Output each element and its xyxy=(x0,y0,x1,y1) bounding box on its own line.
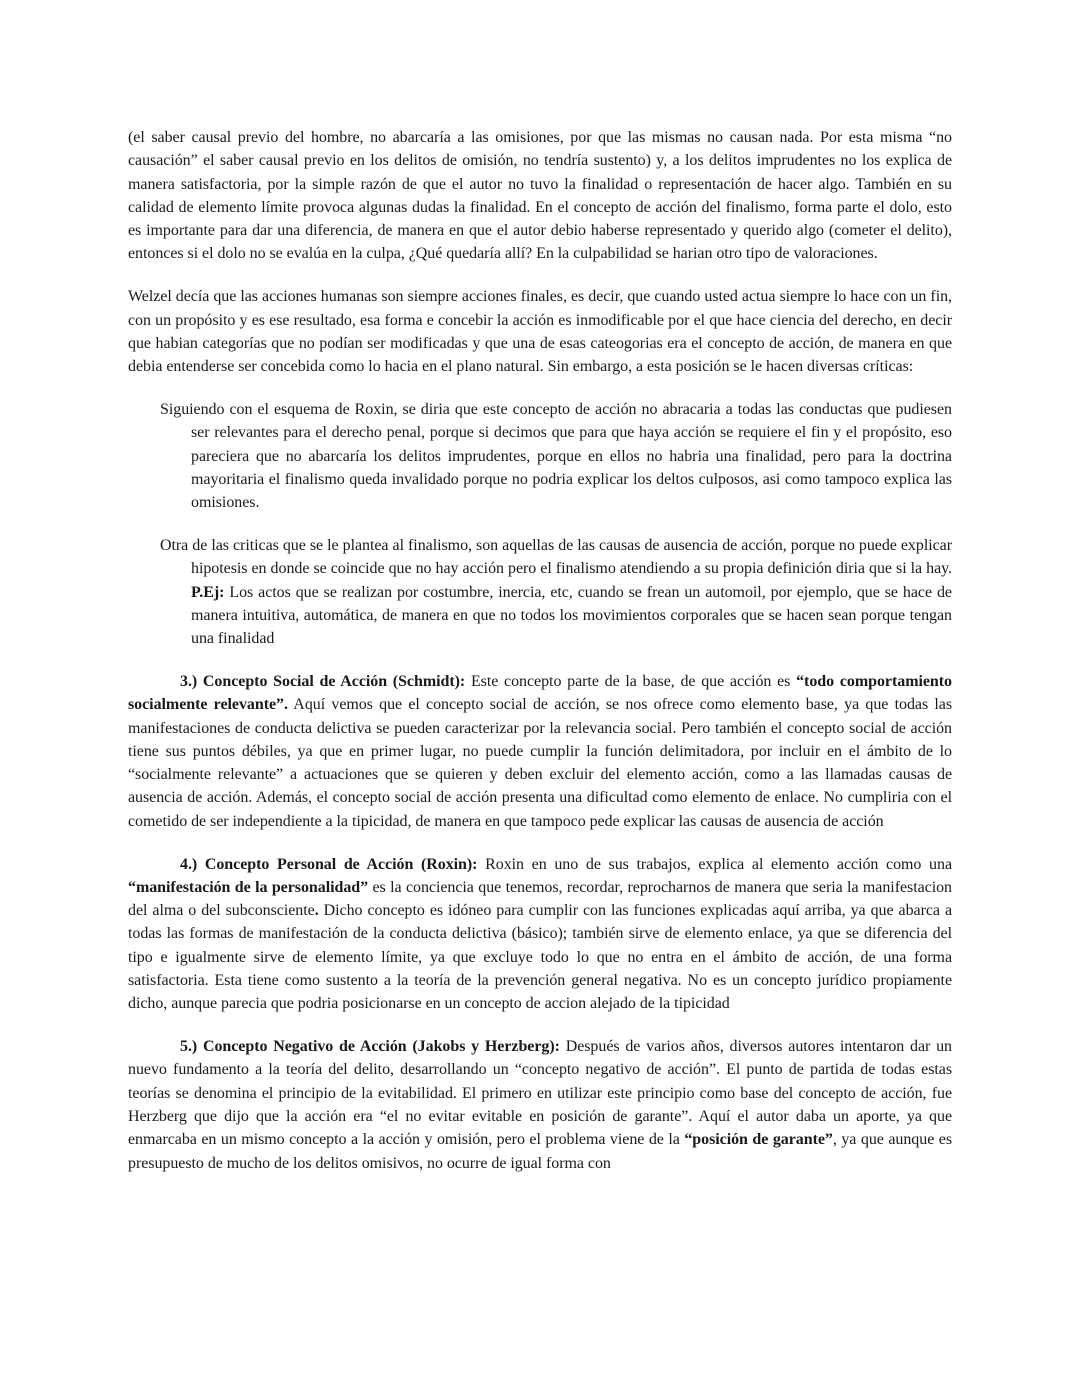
bold-text: 4.) Concepto Personal de Acción (Roxin): xyxy=(180,855,478,873)
section-paragraph xyxy=(128,853,952,1016)
paragraph-text: (el saber causal previo del hombre, no abarcaría a las omisiones, por que las mismas no causan nada. Por esta misma “no causación” el saber causal previo en los delitos de omisión, no tendría sustento) y, a los delitos imprudentes no los explica de manera satisfactoria, por la simple razón de que el autor no tuvo la finalidad o representación de hacer algo. También en su calidad de elemento límite provoca algunas dudas la finalidad. En el concepto de acción del finalismo, forma parte el dolo, esto es importante para dar una diferencia, de manera en que el autor debio haberse representado y querido algo (cometer el delito), entonces si el dolo no se evalúa en la culpa, ¿Qué quedaría allí? En la culpabilidad se harian otro tipo de valoraciones. xyxy=(128,129,952,263)
section-paragraph xyxy=(128,670,952,833)
paragraph-text: Otra de las criticas que se le plantea al finalismo, son aquellas de las causas de ausencia de acción, porque no puede explicar hipotesis en donde se coincide que no hay acción pero el finalismo atendiendo a su propia definición diria que si la hay. xyxy=(160,536,952,578)
paragraph-text: Aquí vemos que el concepto social de acción, se nos ofrece como elemento base, ya que todas las manifestaciones de conducta delictiva se pueden caracterizar por la relevancia social. Pero también el concepto social de acción tiene sus puntos débiles, ya que en primer lugar, no puede cumplir la función delimitadora, por incluir en el ámbito de lo “socialmente relevante” a actuaciones que se quieren y deben excluir del elemento acción, como a las llamadas causas de ausencia de acción. Además, el concepto social de acción presenta una dificultad como elemento de enlace. No cumpliria con el cometido de ser independiente a la tipicidad, de manera en que tampoco pede explicar las causas de ausencia de acción xyxy=(128,696,953,830)
document-page xyxy=(128,126,952,1194)
paragraph-text: Siguiendo con el esquema de Roxin, se diria que este concepto de acción no abracaria a todas las conductas que pudiesen ser relevantes para el derecho penal, porque si decimos que para que haya acción se requiere el fin y el propósito, eso pareciera que no abarcaría los delitos imprudentes, porque en ellos no habria una finalidad, pero para la doctrina mayoritaria el finalismo queda invalidado porque no podria explicar los deltos culposos, asi como tampoco explica las omisiones. xyxy=(160,400,952,512)
paragraph-text: Los actos que se realizan por costumbre, inercia, etc, cuando se frean un automoil, por ejemplo, que se hace de manera intuitiva, automática, de manera en que no todos los movimientos corporales que se hacen sean porque tengan una finalidad xyxy=(191,583,952,648)
paragraph-text: Después de varios años, diversos autores intentaron dar un nuevo fundamento a la teoría del delito, desarrollando un “concepto negativo de acción”. El punto de partida de todas estas teorías se denomina el principio de la evitabilidad. El primero en utilizar este principio como base del concepto de acción, fue Herzberg que dijo que la acción era “el no evitar evitable en posición de garante”. Aquí el autor daba un aporte, ya que enmarcaba en un mismo concepto a la acción y omisión, pero el problema viene de la xyxy=(128,1038,952,1149)
bold-text: 3.) Concepto Social de Acción (Schmidt): xyxy=(180,672,466,690)
bold-text: P.Ej: xyxy=(191,583,225,601)
bold-text: “manifestación de la personalidad” xyxy=(128,878,369,896)
paragraph-text: Dicho concepto es idóneo para cumplir con las funciones explicadas aquí arriba, ya que abarca a todas las formas de manifestación de la conducta delictiva (básico); también sirve de elemento enlace, ya que se diferencia del tipo e igualmente sirve de elemento límite, ya que excluye todo lo que no entra en el ámbito de acción, de una forma satisfactoria. Esta tiene como sustento a la teoría de la prevención general negativa. No es un concepto jurídico propiamente dicho, aunque parecia que podria posicionarse en un concepto de accion alejado de la tipicidad xyxy=(128,902,952,1013)
bold-text: . xyxy=(314,902,319,920)
bold-text: “posición de garante” xyxy=(684,1131,833,1149)
paragraph-text: Welzel decía que las acciones humanas son siempre acciones finales, es decir, que cuando usted actua siempre lo hace con un fin, con un propósito y es ese resultado, esa forma e concebir la acción es inmodificable por el que hace ciencia del derecho, en decir que habian categorías que no podían ser modificadas y que una de esas cateogorias era el concepto de acción, de manera en que debia entenderse ser concebida como lo hacia en el plano natural. Sin embargo, a esta posición se le hacen diversas críticas: xyxy=(128,288,952,376)
bold-text: 5.) Concepto Negativo de Acción (Jakobs y Herzberg): xyxy=(180,1038,560,1056)
body-paragraph xyxy=(128,126,952,266)
critique-paragraph xyxy=(160,534,952,650)
critique-paragraph xyxy=(160,398,952,514)
paragraph-text: Roxin en uno de sus trabajos, explica al elemento acción como una xyxy=(477,855,952,873)
paragraph-text: es la conciencia que tenemos, recordar, reprocharnos de manera que seria la manifestacion del alma o del subconsciente xyxy=(128,878,952,920)
section-paragraph xyxy=(128,1035,952,1175)
bold-text: “todo comportamiento socialmente relevante”. xyxy=(128,672,952,714)
paragraph-text: , ya que aunque es presupuesto de mucho de los delitos omisivos, no ocurre de igual forma con xyxy=(128,1131,952,1172)
body-paragraph xyxy=(128,285,952,378)
paragraph-text: Este concepto parte de la base, de que acción es xyxy=(465,672,797,690)
